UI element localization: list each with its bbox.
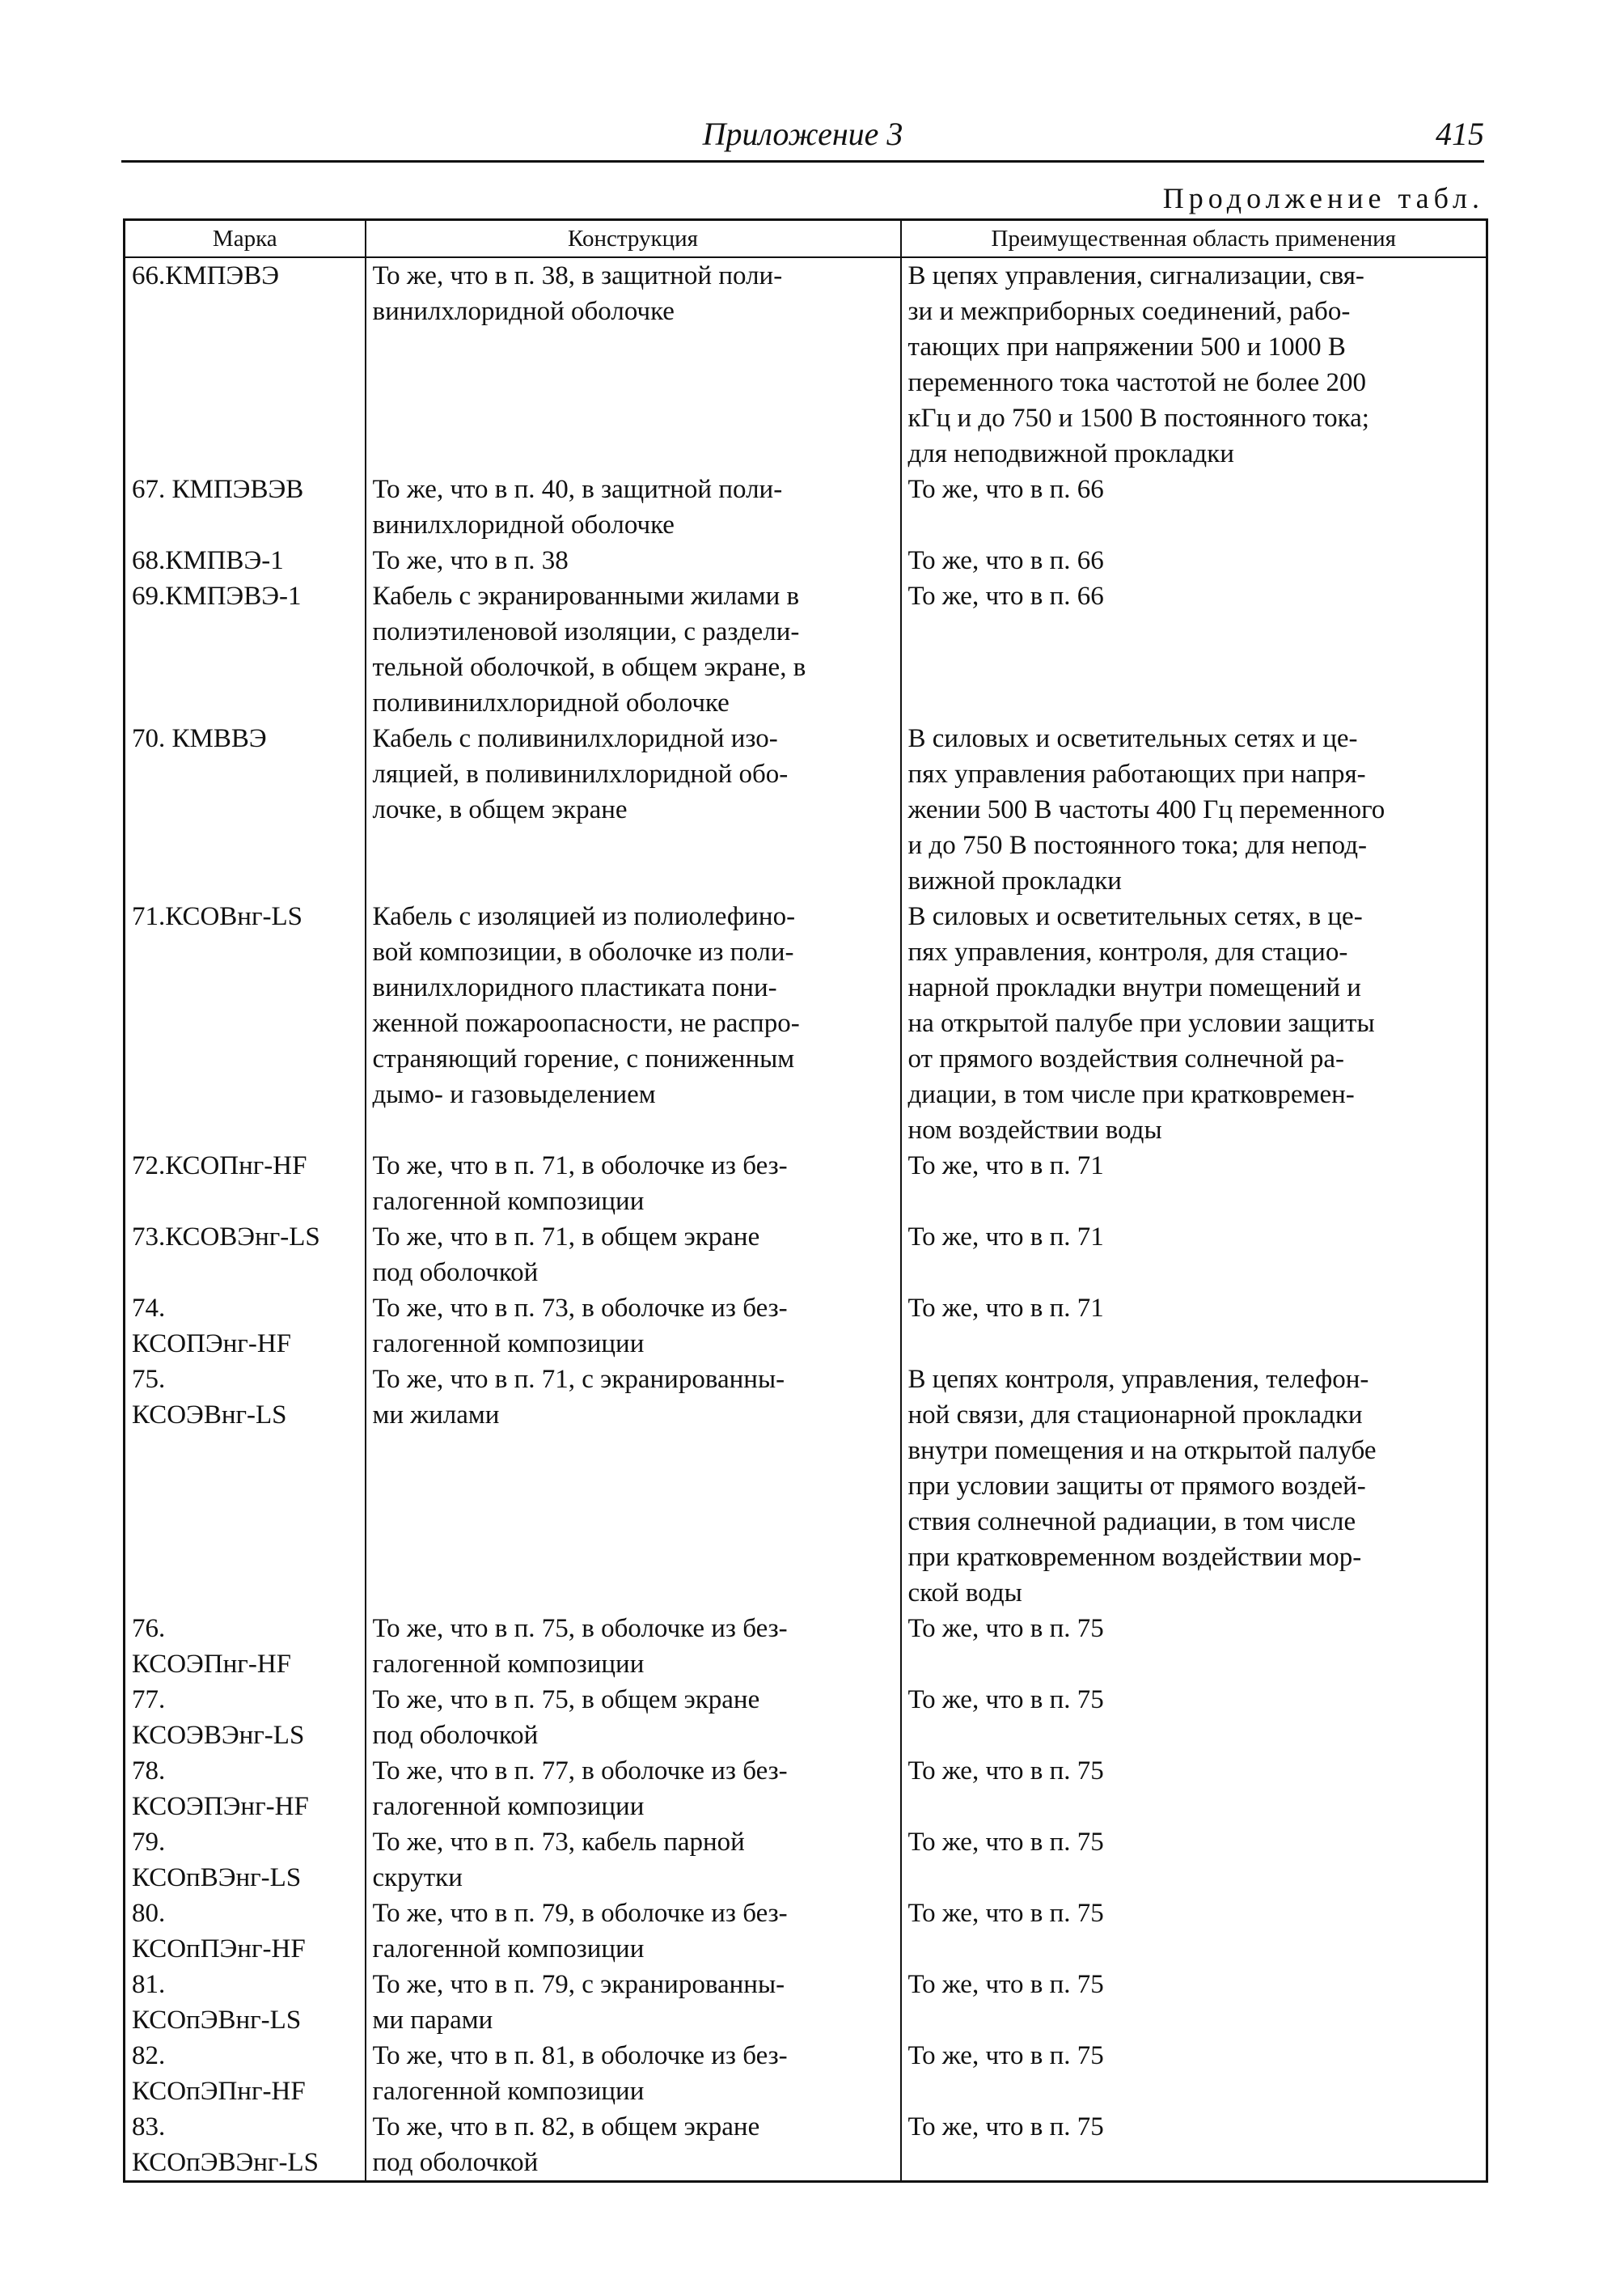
cell-line: на открытой палубе при условии защиты bbox=[907, 1009, 1375, 1038]
cell-application bbox=[901, 899, 1487, 1148]
cell-construction bbox=[366, 543, 901, 578]
cell-line: Кабель с поливинилхлоридной изо- bbox=[372, 724, 778, 753]
cell-line: ствия солнечной радиации, в том числе bbox=[907, 1507, 1356, 1536]
cell-line: галогенной композиции bbox=[372, 1650, 645, 1679]
cell-line: То же, что в п. 75 bbox=[907, 2112, 1104, 2141]
cell-line: 81. bbox=[132, 1970, 166, 1999]
cell-line: То же, что в п. 71 bbox=[907, 1294, 1104, 1323]
cell-line: То же, что в п. 75 bbox=[907, 1614, 1104, 1643]
column-header-application: Преимущественная область применения bbox=[901, 220, 1487, 258]
cell-line: То же, что в п. 75 bbox=[907, 1970, 1104, 1999]
cell-line: То же, что в п. 79, в оболочке из без- bbox=[372, 1899, 788, 1928]
cell-construction bbox=[366, 2038, 901, 2109]
cell-line: полиэтиленовой изоляции, с раздели- bbox=[372, 617, 800, 646]
cell-mark bbox=[125, 721, 366, 899]
cell-line: 69.КМПЭВЭ-1 bbox=[132, 582, 302, 611]
cell-application bbox=[901, 1148, 1487, 1219]
cell-line: В цепях контроля, управления, телефон- bbox=[907, 1365, 1369, 1394]
cell-mark bbox=[125, 1611, 366, 1682]
table-row bbox=[125, 1753, 1487, 1824]
cell-application bbox=[901, 1967, 1487, 2038]
cell-line: и до 750 В постоянного тока; для непод- bbox=[907, 831, 1367, 860]
cell-line: 67. КМПЭВЭВ bbox=[132, 475, 304, 504]
cell-line: для неподвижной прокладки bbox=[907, 439, 1234, 468]
table-row bbox=[125, 2109, 1487, 2182]
cell-application bbox=[901, 2109, 1487, 2182]
cell-line: Кабель с экранированными жилами в bbox=[372, 582, 800, 611]
cell-line: страняющий горение, с пониженным bbox=[372, 1044, 795, 1074]
cell-construction bbox=[366, 1219, 901, 1290]
cell-line: КСОпЭВЭнг-LS bbox=[132, 2148, 319, 2177]
cell-application bbox=[901, 1362, 1487, 1611]
cell-construction bbox=[366, 899, 901, 1148]
table-row bbox=[125, 721, 1487, 899]
cell-line: скрутки bbox=[372, 1863, 463, 1892]
cell-line: лочке, в общем экране bbox=[372, 795, 628, 824]
cell-line: 82. bbox=[132, 2041, 166, 2070]
cell-mark bbox=[125, 1824, 366, 1896]
cell-construction bbox=[366, 1753, 901, 1824]
cell-line: пях управления, контроля, для стацио- bbox=[907, 938, 1348, 967]
cell-line: поливинилхлоридной оболочке bbox=[372, 688, 730, 718]
cell-line: То же, что в п. 71, в оболочке из без- bbox=[372, 1151, 788, 1180]
table-row bbox=[125, 257, 1487, 472]
table-row bbox=[125, 1611, 1487, 1682]
cell-line: То же, что в п. 75 bbox=[907, 1899, 1104, 1928]
cell-line: То же, что в п. 75 bbox=[907, 1828, 1104, 1857]
table-row bbox=[125, 1219, 1487, 1290]
cell-line: от прямого воздействия солнечной ра- bbox=[907, 1044, 1345, 1074]
cell-line: винилхлоридной оболочке bbox=[372, 510, 675, 540]
cell-line: при кратковременном воздействии мор- bbox=[907, 1543, 1362, 1572]
cell-line: То же, что в п. 71 bbox=[907, 1222, 1104, 1252]
cell-line: То же, что в п. 79, с экранированны- bbox=[372, 1970, 785, 1999]
cell-line: пях управления работающих при напря- bbox=[907, 760, 1366, 789]
cell-line: 76. bbox=[132, 1614, 166, 1643]
table-row bbox=[125, 1148, 1487, 1219]
column-header-mark: Марка bbox=[125, 220, 366, 258]
cell-application bbox=[901, 2038, 1487, 2109]
cell-construction bbox=[366, 472, 901, 543]
cell-line: То же, что в п. 66 bbox=[907, 475, 1104, 504]
cell-line: 72.КСОПнг-HF bbox=[132, 1151, 307, 1180]
cell-construction bbox=[366, 1362, 901, 1611]
cell-line: кГц и до 750 и 1500 В постоянного тока; bbox=[907, 404, 1369, 433]
cell-mark bbox=[125, 1682, 366, 1753]
table-row bbox=[125, 578, 1487, 721]
cell-line: 77. bbox=[132, 1685, 166, 1714]
cell-construction bbox=[366, 578, 901, 721]
cell-line: 68.КМПВЭ-1 bbox=[132, 546, 284, 575]
cell-line: В силовых и осветительных сетях и це- bbox=[907, 724, 1358, 753]
cell-line: жении 500 В частоты 400 Гц переменного bbox=[907, 795, 1385, 824]
cell-line: вой композиции, в оболочке из поли- bbox=[372, 938, 794, 967]
cell-line: нарной прокладки внутри помещений и bbox=[907, 973, 1361, 1002]
cell-line: диации, в том числе при кратковремен- bbox=[907, 1080, 1355, 1109]
cell-line: вижной прокладки bbox=[907, 866, 1122, 896]
table-row bbox=[125, 1290, 1487, 1362]
cell-line: ляцией, в поливинилхлоридной обо- bbox=[372, 760, 789, 789]
cell-line: То же, что в п. 40, в защитной поли- bbox=[372, 475, 783, 504]
cell-mark bbox=[125, 2109, 366, 2182]
cell-mark bbox=[125, 543, 366, 578]
cell-line: То же, что в п. 38, в защитной поли- bbox=[372, 261, 783, 290]
cell-line: КСОпЭПнг-HF bbox=[132, 2077, 306, 2106]
cell-application bbox=[901, 1896, 1487, 1967]
cell-line: внутри помещения и на открытой палубе bbox=[907, 1436, 1377, 1465]
cell-application bbox=[901, 1753, 1487, 1824]
cell-line: 80. bbox=[132, 1899, 166, 1928]
cable-table bbox=[123, 218, 1488, 2183]
cell-line: под оболочкой bbox=[372, 1721, 539, 1750]
cell-line: под оболочкой bbox=[372, 2148, 539, 2177]
cell-line: То же, что в п. 73, кабель парной bbox=[372, 1828, 745, 1857]
cell-line: КСОЭВнг-LS bbox=[132, 1400, 287, 1430]
cell-application bbox=[901, 1219, 1487, 1290]
cell-mark bbox=[125, 1896, 366, 1967]
cell-mark bbox=[125, 2038, 366, 2109]
column-header-construction: Конструкция bbox=[366, 220, 901, 258]
cell-application bbox=[901, 543, 1487, 578]
page-number: 415 bbox=[1436, 116, 1484, 152]
cell-line: ми жилами bbox=[372, 1400, 500, 1430]
cell-application bbox=[901, 257, 1487, 472]
table-row bbox=[125, 1967, 1487, 2038]
cell-application bbox=[901, 472, 1487, 543]
cell-line: КСОЭВЭнг-LS bbox=[132, 1721, 305, 1750]
cell-line: под оболочкой bbox=[372, 1258, 539, 1287]
cell-line: переменного тока частотой не более 200 bbox=[907, 368, 1366, 397]
running-title: Приложение 3 bbox=[702, 116, 903, 152]
cell-line: То же, что в п. 81, в оболочке из без- bbox=[372, 2041, 788, 2070]
cell-line: тающих при напряжении 500 и 1000 В bbox=[907, 333, 1346, 362]
cell-construction bbox=[366, 1682, 901, 1753]
cell-line: 66.КМПЭВЭ bbox=[132, 261, 280, 290]
cell-line: То же, что в п. 77, в оболочке из без- bbox=[372, 1756, 788, 1786]
cell-line: 74. bbox=[132, 1294, 166, 1323]
cell-line: То же, что в п. 38 bbox=[372, 546, 569, 575]
cell-line: ми парами bbox=[372, 2006, 493, 2035]
cell-line: То же, что в п. 66 bbox=[907, 582, 1104, 611]
table-row bbox=[125, 899, 1487, 1148]
cell-line: зи и межприборных соединений, рабо- bbox=[907, 297, 1351, 326]
cell-construction bbox=[366, 1148, 901, 1219]
cell-line: КСОпВЭнг-LS bbox=[132, 1863, 302, 1892]
cell-line: 71.КСОВнг-LS bbox=[132, 902, 302, 931]
cell-mark bbox=[125, 1290, 366, 1362]
cell-construction bbox=[366, 1896, 901, 1967]
cell-line: 75. bbox=[132, 1365, 166, 1394]
cell-construction bbox=[366, 1967, 901, 2038]
table-row bbox=[125, 543, 1487, 578]
cell-construction bbox=[366, 1824, 901, 1896]
cell-construction bbox=[366, 1611, 901, 1682]
cell-application bbox=[901, 1611, 1487, 1682]
cell-application bbox=[901, 578, 1487, 721]
cell-line: ной связи, для стационарной прокладки bbox=[907, 1400, 1363, 1430]
cell-line: женной пожароопасности, не распро- bbox=[372, 1009, 800, 1038]
cell-mark bbox=[125, 1753, 366, 1824]
cell-line: То же, что в п. 75 bbox=[907, 1685, 1104, 1714]
table-header-row bbox=[125, 220, 1487, 258]
cell-line: ном воздействии воды bbox=[907, 1116, 1162, 1145]
cell-line: галогенной композиции bbox=[372, 1329, 645, 1358]
cell-mark bbox=[125, 578, 366, 721]
cell-line: То же, что в п. 73, в оболочке из без- bbox=[372, 1294, 788, 1323]
page-header bbox=[121, 112, 1484, 163]
cell-line: То же, что в п. 82, в общем экране bbox=[372, 2112, 760, 2141]
table-row bbox=[125, 1896, 1487, 1967]
table-row bbox=[125, 472, 1487, 543]
cell-line: То же, что в п. 75 bbox=[907, 2041, 1104, 2070]
cell-line: 83. bbox=[132, 2112, 166, 2141]
cell-mark bbox=[125, 1148, 366, 1219]
cell-line: То же, что в п. 75 bbox=[907, 1756, 1104, 1786]
cell-application bbox=[901, 721, 1487, 899]
table-row bbox=[125, 2038, 1487, 2109]
cell-construction bbox=[366, 257, 901, 472]
table-body bbox=[125, 257, 1487, 2182]
cell-line: То же, что в п. 75, в общем экране bbox=[372, 1685, 760, 1714]
table-row bbox=[125, 1824, 1487, 1896]
table-row bbox=[125, 1362, 1487, 1611]
cell-mark bbox=[125, 899, 366, 1148]
cell-construction bbox=[366, 2109, 901, 2182]
cell-line: дымо- и газовыделением bbox=[372, 1080, 656, 1109]
cell-line: КСОпПЭнг-HF bbox=[132, 1934, 306, 1963]
cell-line: То же, что в п. 71, в общем экране bbox=[372, 1222, 760, 1252]
cell-application bbox=[901, 1824, 1487, 1896]
cell-line: 79. bbox=[132, 1828, 166, 1857]
cell-mark bbox=[125, 472, 366, 543]
cell-line: 73.КСОВЭнг-LS bbox=[132, 1222, 320, 1252]
cell-line: КСОЭПЭнг-HF bbox=[132, 1792, 309, 1821]
cell-line: КСОПЭнг-HF bbox=[132, 1329, 292, 1358]
cell-line: винилхлоридного пластиката пони- bbox=[372, 973, 777, 1002]
cell-line: Кабель с изоляцией из полиолефино- bbox=[372, 902, 796, 931]
cell-construction bbox=[366, 721, 901, 899]
cell-line: при условии защиты от прямого воздей- bbox=[907, 1472, 1366, 1501]
cell-mark bbox=[125, 1967, 366, 2038]
cell-line: тельной оболочкой, в общем экране, в bbox=[372, 653, 806, 682]
table-continuation-label: Продолжение табл. bbox=[1162, 182, 1484, 214]
cell-line: 78. bbox=[132, 1756, 166, 1786]
cell-line: То же, что в п. 71 bbox=[907, 1151, 1104, 1180]
cell-line: галогенной композиции bbox=[372, 1792, 645, 1821]
cell-mark bbox=[125, 1362, 366, 1611]
cell-line: галогенной композиции bbox=[372, 1934, 645, 1963]
cell-line: В силовых и осветительных сетях, в це- bbox=[907, 902, 1363, 931]
cell-line: То же, что в п. 66 bbox=[907, 546, 1104, 575]
cell-mark bbox=[125, 257, 366, 472]
cell-line: 70. КМВВЭ bbox=[132, 724, 267, 753]
cell-line: КСОпЭВнг-LS bbox=[132, 2006, 302, 2035]
cell-mark bbox=[125, 1219, 366, 1290]
cell-line: То же, что в п. 75, в оболочке из без- bbox=[372, 1614, 788, 1643]
cell-line: винилхлоридной оболочке bbox=[372, 297, 675, 326]
cell-application bbox=[901, 1682, 1487, 1753]
table-row bbox=[125, 1682, 1487, 1753]
cell-application bbox=[901, 1290, 1487, 1362]
cell-line: КСОЭПнг-HF bbox=[132, 1650, 292, 1679]
cell-line: В цепях управления, сигнализации, свя- bbox=[907, 261, 1364, 290]
cell-line: То же, что в п. 71, с экранированны- bbox=[372, 1365, 785, 1394]
cell-line: галогенной композиции bbox=[372, 1187, 645, 1216]
cell-line: ской воды bbox=[907, 1578, 1022, 1608]
cell-line: галогенной композиции bbox=[372, 2077, 645, 2106]
cell-construction bbox=[366, 1290, 901, 1362]
